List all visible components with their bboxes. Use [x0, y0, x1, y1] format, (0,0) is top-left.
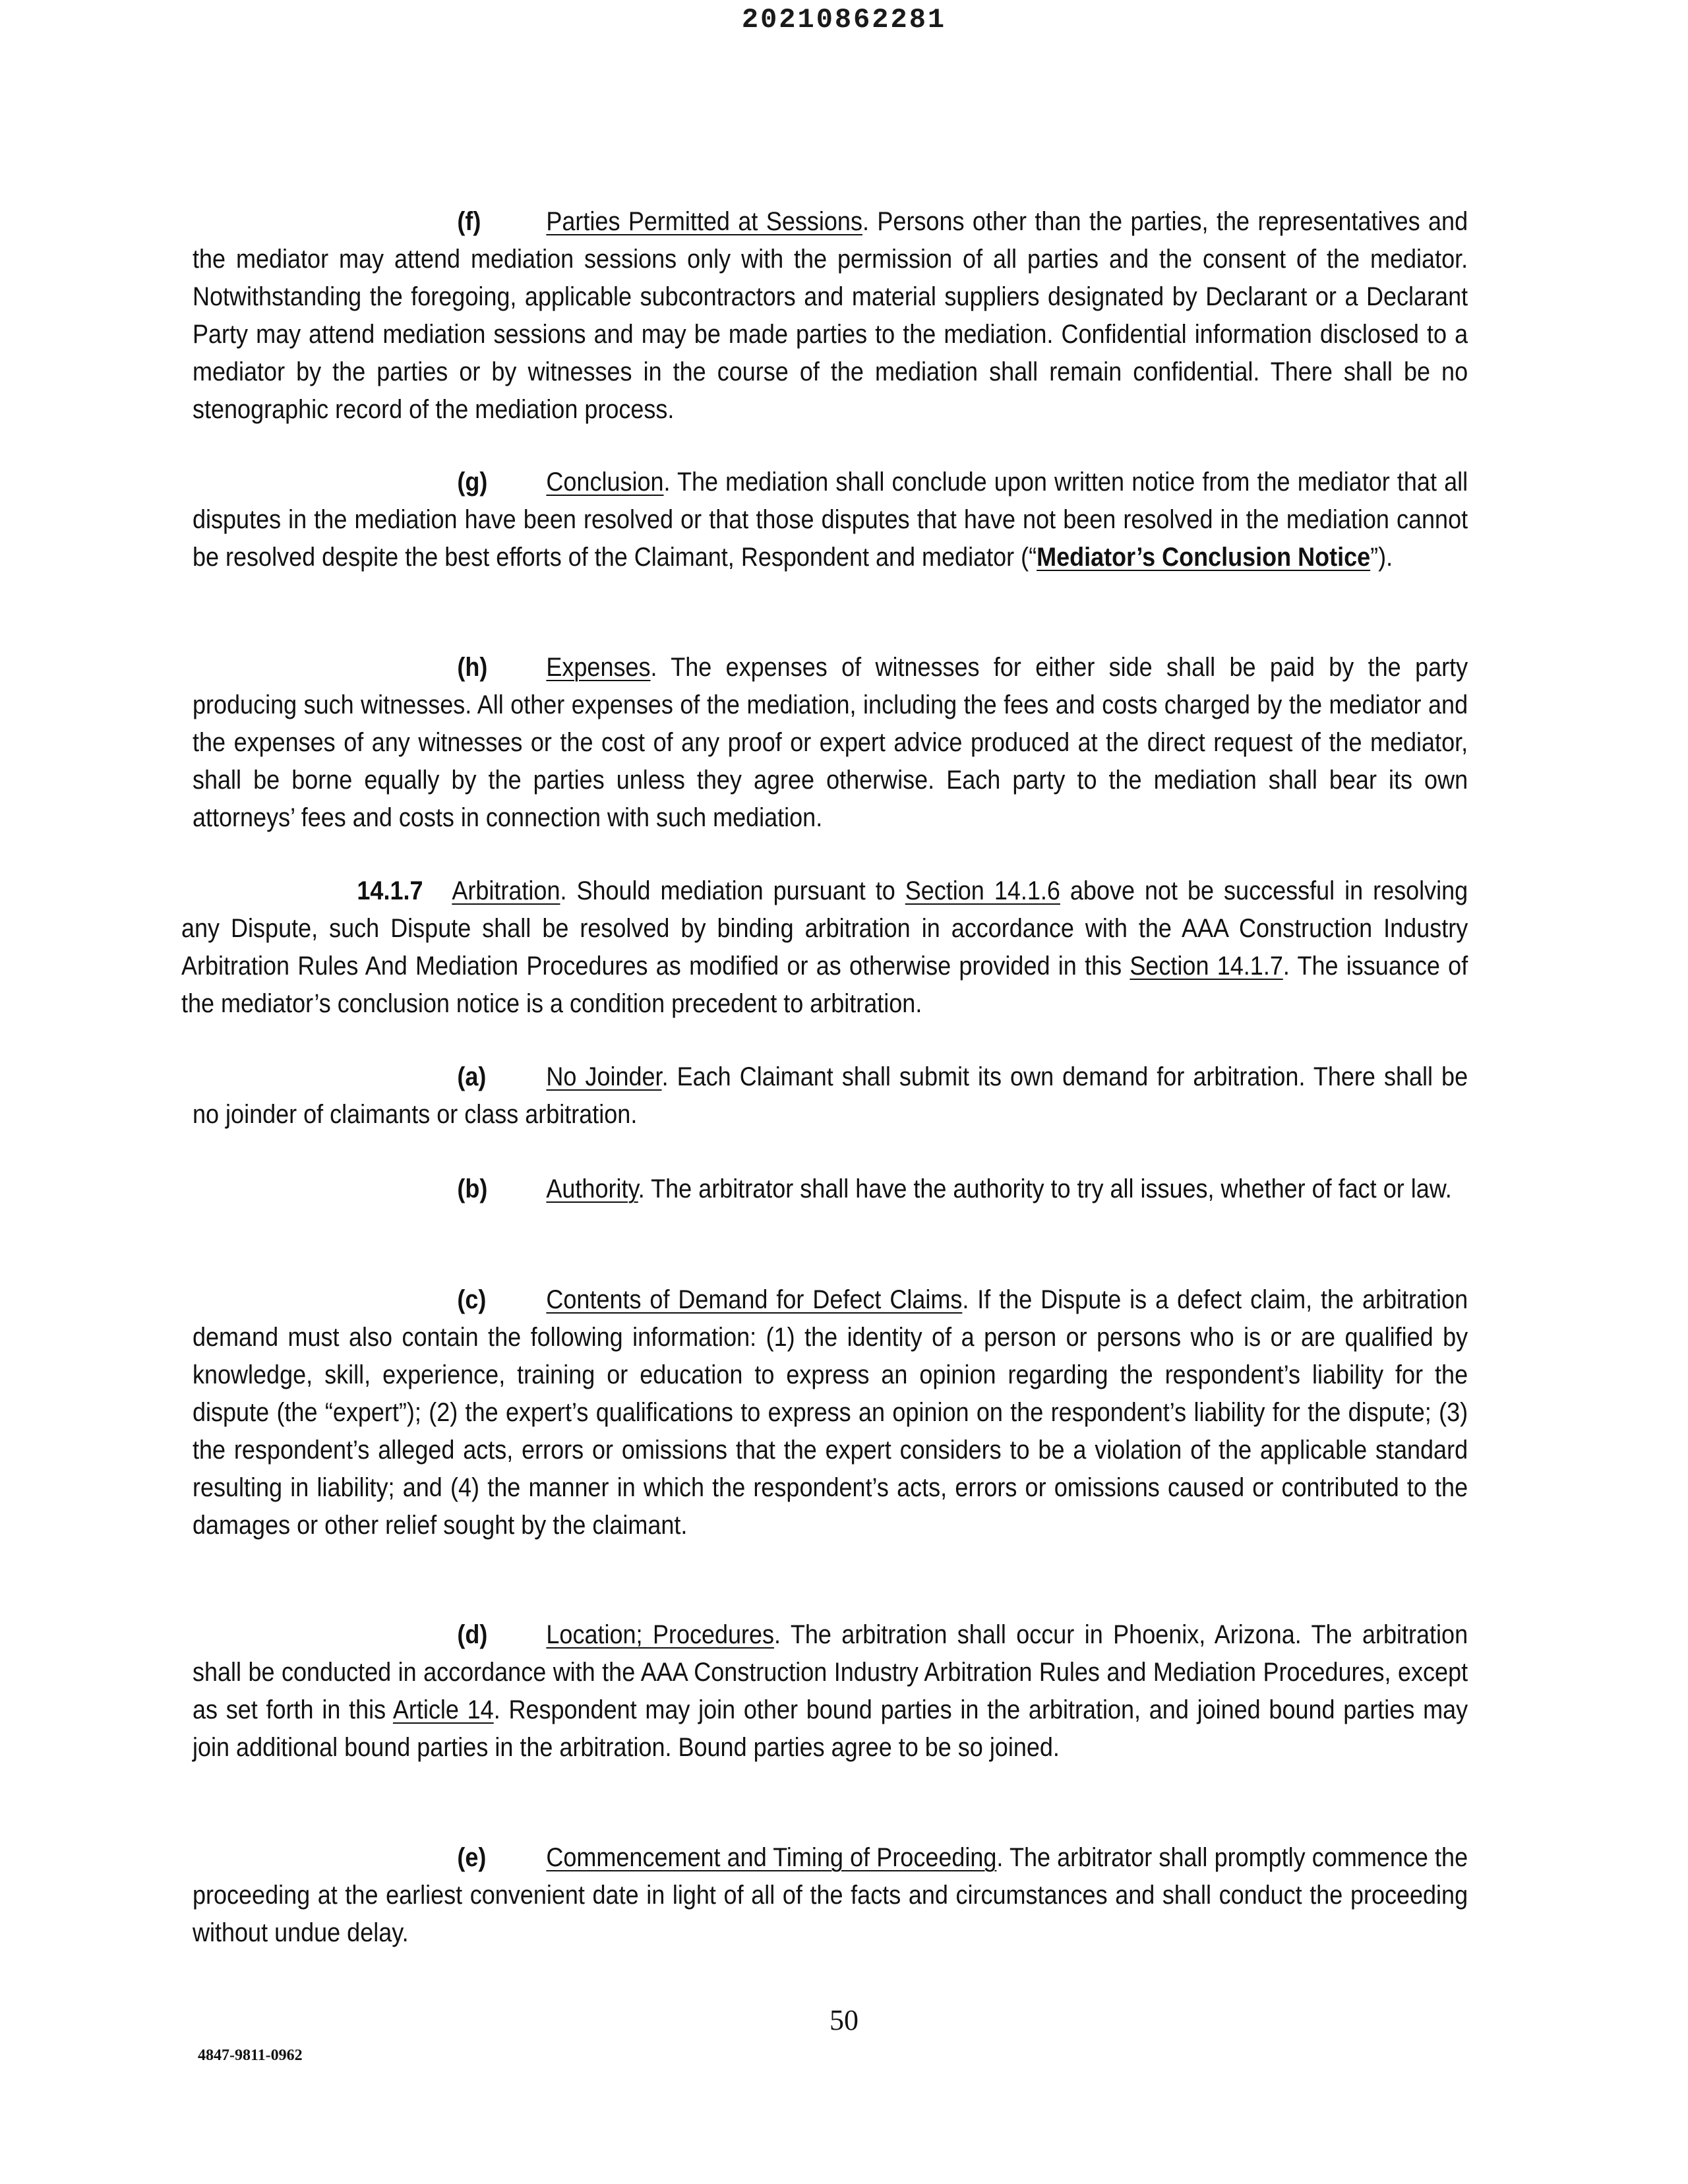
section-marker: (c): [457, 1285, 487, 1314]
page-number: 50: [829, 2004, 859, 2036]
section-reference[interactable]: Section 14.1.6: [905, 876, 1060, 905]
section-c-contents-of-demand: [193, 1281, 1468, 1544]
section-heading: Expenses: [546, 653, 651, 682]
section-marker: (g): [457, 468, 488, 497]
section-marker: (e): [457, 1843, 487, 1872]
section-text: . The arbitrator shall promptly commence the proceeding at the earliest convenient date in light of all of the facts and circumstances and shall conduct the proceeding without undue delay.: [193, 1843, 1468, 1947]
section-text: . Persons other than the parties, the representatives and the mediator may attend mediation sessions only with the permission of all parties and the consent of the mediator. Notwithstanding the foregoing, applicable subcontractors and material suppliers designated by Declarant or a Declarant Party may attend mediation sessions and may be made parties to the mediation. Confidential information disclosed to a mediator by the parties or by witnesses in the course of the mediation shall remain confidential. There shall be no stenographic record of the mediation process.: [193, 207, 1468, 424]
section-reference[interactable]: Article 14: [392, 1695, 494, 1724]
document-number: 20210862281: [741, 4, 947, 36]
section-g-conclusion: [193, 464, 1468, 576]
section-text: . The mediation shall conclude upon written notice from the mediator that all disputes in the mediation have been resolved or that those disputes that have not been resolved in the mediation cannot be resolved despite the best efforts of the Claimant, Respondent and mediator (“: [193, 468, 1468, 572]
section-f-parties-permitted: [193, 203, 1468, 429]
section-marker: (d): [457, 1620, 488, 1649]
section-text: . If the Dispute is a defect claim, the arbitration demand must also contain the following information: (1) the identity of a person or persons who is or are qualified by knowledge, skill, experience, training or education to express an opinion regarding the respondent’s liability for the dispute (the “expert”); (2) the expert’s qualifications to express an opinion on the respondent’s liability for the dispute; (3) the respondent’s alleged acts, errors or omissions that the expert considers to be a violation of the applicable standard resulting in liability; and (4) the manner in which the respondent’s acts, errors or omissions caused or contributed to the damages or other relief sought by the claimant.: [193, 1285, 1468, 1540]
section-text: above not be successful in resolving any Dispute, such Dispute shall be resolved by binding arbitration in accordance with the AAA Construction Industry Arbitration Rules And Mediation Procedures as modified or as otherwise provided in this: [181, 876, 1468, 981]
section-h-expenses: [193, 649, 1468, 837]
section-text: . The arbitration shall occur in Phoenix, Arizona. The arbitration shall be conducted in accordance with the AAA Construction Industry Arbitration Rules and Mediation Procedures, except as set forth in this: [193, 1620, 1468, 1724]
section-marker: (h): [457, 653, 488, 682]
section-14-1-7-arbitration: [181, 872, 1468, 1023]
section-marker: (f): [457, 207, 481, 236]
section-text: . Each Claimant shall submit its own demand for arbitration. There shall be no joinder of claimants or class arbitration.: [193, 1062, 1468, 1129]
section-heading: Arbitration: [452, 876, 560, 905]
section-text-end: ”).: [1370, 543, 1393, 572]
section-heading: Authority: [546, 1174, 638, 1203]
section-marker: (b): [457, 1174, 488, 1203]
section-heading: Conclusion: [546, 468, 664, 497]
section-heading: Parties Permitted at Sessions: [546, 207, 862, 236]
section-b-authority: [193, 1170, 1468, 1208]
section-d-location-procedures: [193, 1616, 1468, 1767]
section-text: . Respondent may join other bound parties in the arbitration, and joined bound parties may join additional bound parties in the arbitration. Bound parties agree to be so joined.: [193, 1695, 1468, 1762]
section-a-no-joinder: [193, 1058, 1468, 1134]
section-marker: (a): [457, 1062, 487, 1091]
section-heading: No Joinder: [546, 1062, 662, 1091]
section-e-commencement: [193, 1839, 1468, 1952]
section-text: . The expenses of witnesses for either side shall be paid by the party producing such witnesses. All other expenses of the mediation, including the fees and costs charged by the mediator and the expenses of any witnesses or the cost of any proof or expert advice produced at the direct request of the mediator, shall be borne equally by the parties unless they agree otherwise. Each party to the mediation shall bear its own attorneys’ fees and costs in connection with such mediation.: [193, 653, 1468, 832]
section-heading: Location; Procedures: [546, 1620, 775, 1649]
document-id: 4847-9811-0962: [198, 2047, 303, 2064]
section-heading: Contents of Demand for Defect Claims: [546, 1285, 963, 1314]
section-heading: Commencement and Timing of Proceeding: [546, 1843, 997, 1872]
section-reference[interactable]: Section 14.1.7: [1130, 952, 1283, 981]
section-text: . The issuance of the mediator’s conclusion notice is a condition precedent to arbitration.: [181, 952, 1468, 1018]
section-text: . The arbitrator shall have the authority to try all issues, whether of fact or law.: [638, 1174, 1452, 1203]
section-text: . Should mediation pursuant to: [560, 876, 905, 905]
defined-term: Mediator’s Conclusion Notice: [1037, 543, 1371, 572]
section-marker: 14.1.7: [357, 876, 423, 905]
